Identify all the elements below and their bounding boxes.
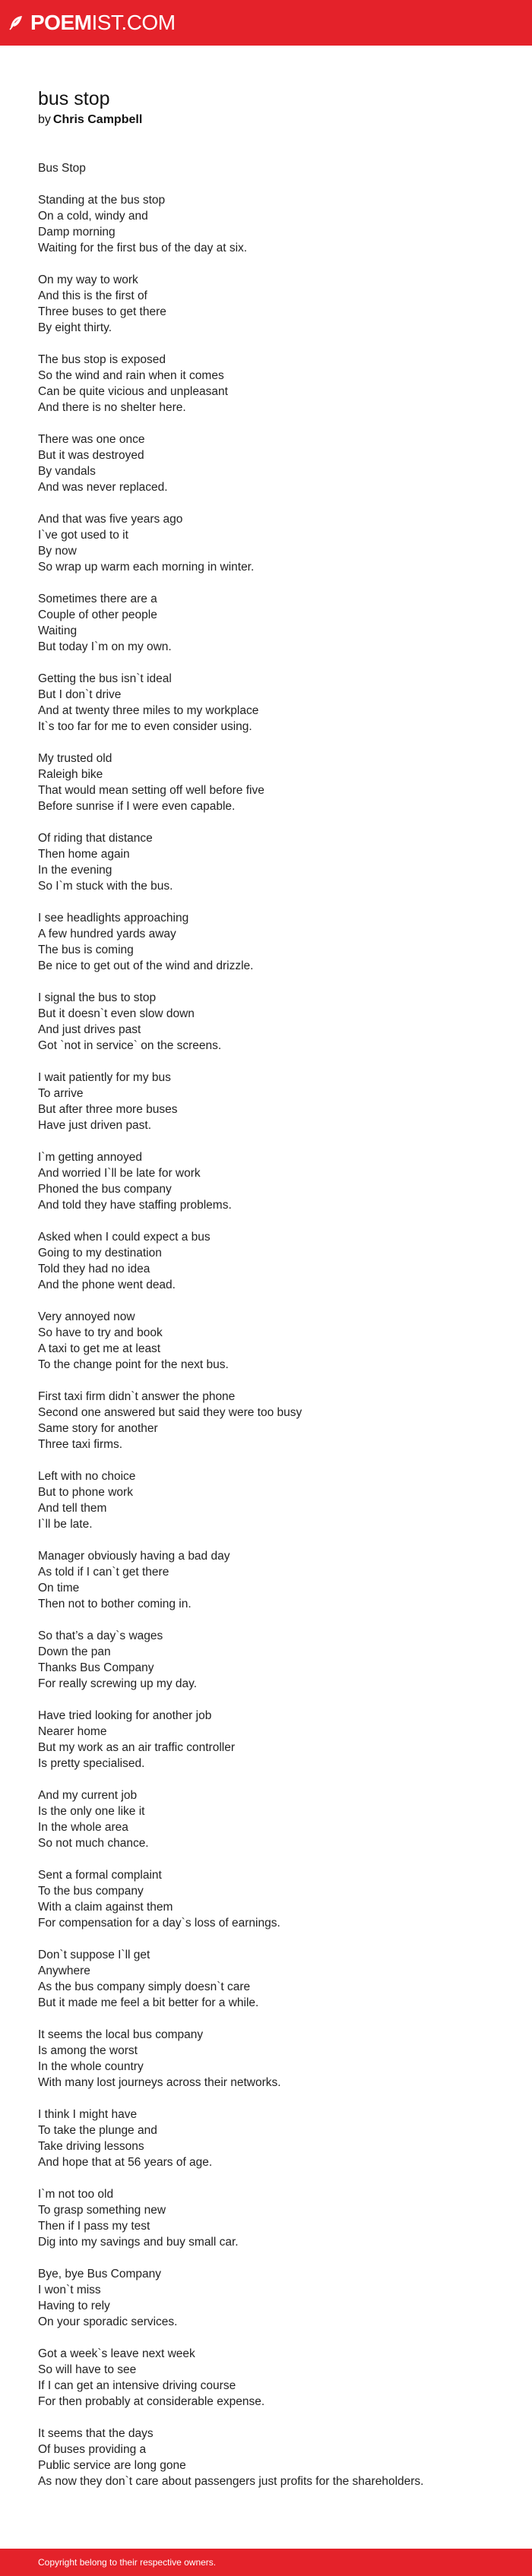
poem-line: By vandals (38, 465, 96, 478)
poem-line: Waiting (38, 624, 78, 637)
poem-line: I wait patiently for my bus (38, 1071, 171, 1084)
stanza-break (38, 495, 494, 511)
poem-line: Left with no choice (38, 1470, 136, 1483)
stanza-break (38, 974, 494, 990)
poem-line: For then probably at considerable expense. (38, 2395, 265, 2408)
poem-line: Is the only one like it (38, 1805, 145, 1818)
poem-line: Public service are long gone (38, 2459, 186, 2472)
poem-line: With a claim against them (38, 1901, 173, 1914)
stanza-break (38, 1293, 494, 1309)
stanza-break (38, 2330, 494, 2346)
poem-line: And my current job (38, 1789, 138, 1802)
poem-line: And this is the first of (38, 289, 147, 302)
poem-line: Sometimes there are a (38, 593, 157, 605)
poem-line: Phoned the bus company (38, 1183, 172, 1196)
poem-line: On time (38, 1582, 80, 1595)
poem-line: On your sporadic services. (38, 2315, 178, 2328)
poem-line: I`ve got used to it (38, 529, 128, 542)
poem-line: So will have to see (38, 2363, 137, 2376)
poem-line: For really screwing up my day. (38, 1677, 198, 1690)
poem-line: By eight thirty. (38, 321, 112, 334)
poem-line: Manager obviously having a bad day (38, 1550, 230, 1563)
poem-line: So I`m stuck with the bus. (38, 880, 173, 893)
stanza-break (38, 416, 494, 431)
logo-text-bold: POEM (30, 11, 92, 34)
poem-line: To take the plunge and (38, 2124, 157, 2137)
stanza-break (38, 655, 494, 671)
stanza-break (38, 735, 494, 751)
poem-body (38, 160, 494, 2489)
poem-line: Told they had no idea (38, 1263, 150, 1275)
poem-line: Same story for another (38, 1422, 158, 1435)
poem-line: If I can get an intensive driving course (38, 2379, 236, 2392)
stanza-break (38, 1452, 494, 1468)
poem-line: Have just driven past. (38, 1119, 152, 1132)
stanza-break (38, 2410, 494, 2426)
poem-line: For compensation for a day`s loss of earnings. (38, 1917, 280, 1930)
poem-line: Bye, bye Bus Company (38, 2268, 161, 2280)
poem-line: But I don`t drive (38, 688, 122, 701)
poem-line: Is among the worst (38, 2044, 138, 2057)
poem-line: Can be quite vicious and unpleasant (38, 385, 228, 398)
poem-line: I think I might have (38, 2108, 138, 2121)
stanza-break (38, 176, 494, 192)
stanza-break (38, 2170, 494, 2186)
poem-line: To grasp something new (38, 2204, 166, 2217)
poem-line: As told if I can`t get there (38, 1566, 169, 1579)
poem-line: But after three more buses (38, 1103, 178, 1116)
poem-line: A few hundred yards away (38, 928, 176, 940)
poem-line: Don`t suppose I`ll get (38, 1949, 150, 1961)
poem-line: It seems that the days (38, 2427, 154, 2440)
poem-line: I see headlights approaching (38, 912, 189, 925)
stanza-break (38, 1692, 494, 1708)
poem-line: Three taxi firms. (38, 1438, 123, 1451)
poem-line: The bus is coming (38, 943, 134, 956)
stanza-break (38, 256, 494, 272)
poem-line: So not much chance. (38, 1837, 149, 1850)
poem-line: My trusted old (38, 752, 112, 765)
stanza-break (38, 1054, 494, 1070)
stanza-break (38, 814, 494, 830)
poem-line: First taxi firm didn`t answer the phone (38, 1390, 236, 1403)
poem-line: It`s too far for me to even consider using. (38, 720, 252, 733)
poem-line: So have to try and book (38, 1326, 163, 1339)
stanza-break (38, 2011, 494, 2027)
poem-line: But my work as an air traffic controller (38, 1741, 235, 1754)
site-header (0, 0, 532, 46)
poem-line: And worried I`ll be late for work (38, 1167, 201, 1180)
logo-text-light: IST.COM (91, 11, 176, 34)
stanza-break (38, 336, 494, 352)
poem-line: Then if I pass my test (38, 2220, 150, 2233)
feather-icon (8, 14, 24, 31)
poem-line: Sent a formal complaint (38, 1869, 162, 1882)
logo-text (30, 12, 176, 33)
stanza-break (38, 1931, 494, 1947)
poem-line: To the change point for the next bus. (38, 1358, 229, 1371)
poem-line: Be nice to get out of the wind and drizzle. (38, 959, 254, 972)
stanza-break (38, 1851, 494, 1867)
poem-line: And at twenty three miles to my workplace (38, 704, 259, 717)
stanza-break (38, 1532, 494, 1548)
poem-line: Going to my destination (38, 1247, 162, 1260)
poem-line: In the whole area (38, 1821, 128, 1834)
poem-line: I`ll be late. (38, 1518, 93, 1531)
poem-line: Couple of other people (38, 608, 157, 621)
poem-line: Got a week`s leave next week (38, 2347, 195, 2360)
stanza-break (38, 1213, 494, 1229)
poem-line: Second one answered but said they were too busy (38, 1406, 302, 1419)
poem-line: Having to rely (38, 2299, 110, 2312)
poem-line: But it made me feel a bit better for a while. (38, 1996, 259, 2009)
poem-line: Of buses providing a (38, 2443, 147, 2456)
poem-line: Then not to bother coming in. (38, 1598, 192, 1610)
poem-line: And there is no shelter here. (38, 401, 186, 414)
poem-line: As now they don`t care about passengers just profits for the shareholders. (38, 2475, 424, 2488)
stanza-break (38, 2091, 494, 2107)
poem-line: Very annoyed now (38, 1310, 135, 1323)
poem-line: But today I`m on my own. (38, 640, 172, 653)
poem-line: On a cold, windy and (38, 210, 148, 223)
poem-line: To the bus company (38, 1885, 144, 1898)
poem-line: Standing at the bus stop (38, 194, 166, 207)
poem-line: And just drives past (38, 1023, 141, 1036)
poem-line: And the phone went dead. (38, 1279, 176, 1291)
site-logo[interactable] (8, 12, 176, 33)
poem-line: The bus stop is exposed (38, 353, 166, 366)
poem-line: Getting the bus isn`t ideal (38, 672, 172, 685)
poem-line: Before sunrise if I were even capable. (38, 800, 236, 813)
byline (38, 113, 494, 127)
poem-line: Asked when I could expect a bus (38, 1231, 211, 1244)
poem-line: With many lost journeys across their networks. (38, 2076, 281, 2089)
poem-line: I`m getting annoyed (38, 1151, 143, 1164)
poem-line: On my way to work (38, 273, 138, 286)
poem-line: And tell them (38, 1502, 107, 1515)
poem-line: Got `not in service` on the screens. (38, 1039, 222, 1052)
poem-line: Then home again (38, 848, 130, 861)
poem-line: Bus Stop (38, 162, 86, 175)
poem-line: I signal the bus to stop (38, 991, 157, 1004)
author-link[interactable]: Chris Campbell (52, 113, 143, 126)
poem-line: Is pretty specialised. (38, 1757, 145, 1770)
poem-content (0, 46, 532, 2489)
stanza-break (38, 1772, 494, 1787)
poem-line: And hope that at 56 years of age. (38, 2156, 213, 2169)
poem-line: I`m not too old (38, 2188, 114, 2201)
poem-line: But it doesn`t even slow down (38, 1007, 195, 1020)
poem-line: And that was five years ago (38, 513, 183, 526)
stanza-break (38, 1373, 494, 1389)
poem-line: As the bus company simply doesn`t care (38, 1980, 251, 1993)
poem-line: In the evening (38, 864, 112, 877)
poem-line: Waiting for the first bus of the day at six. (38, 242, 248, 254)
poem-line: By now (38, 545, 77, 558)
site-footer (0, 2549, 532, 2576)
poem-line: I won`t miss (38, 2284, 101, 2296)
poem-line: Of riding that distance (38, 832, 153, 845)
poem-line: Thanks Bus Company (38, 1661, 154, 1674)
poem-line: It seems the local bus company (38, 2028, 204, 2041)
poem-line: Three buses to get there (38, 305, 166, 318)
poem-line: Dig into my savings and buy small car. (38, 2236, 239, 2249)
poem-line: Damp morning (38, 226, 116, 239)
stanza-break (38, 575, 494, 591)
poem-line: But to phone work (38, 1486, 133, 1499)
poem-line: Take driving lessons (38, 2140, 144, 2153)
poem-line: A taxi to get me at least (38, 1342, 161, 1355)
poem-line: Raleigh bike (38, 768, 103, 781)
poem-line: And was never replaced. (38, 481, 168, 494)
stanza-break (38, 894, 494, 910)
poem-line: And told they have staffing problems. (38, 1199, 232, 1212)
poem-line: Anywhere (38, 1964, 90, 1977)
by-label: by (38, 113, 51, 126)
poem-line: In the whole country (38, 2060, 144, 2073)
poem-title: bus stop (38, 88, 110, 109)
poem-line: Have tried looking for another job (38, 1709, 212, 1722)
poem-line: That would mean setting off well before five (38, 784, 264, 797)
poem-line: Nearer home (38, 1725, 107, 1738)
poem-line: So that’s a day`s wages (38, 1629, 163, 1642)
poem-line: So wrap up warm each morning in winter. (38, 561, 255, 574)
poem-line: To arrive (38, 1087, 84, 1100)
stanza-break (38, 2250, 494, 2266)
copyright-text: Copyright belong to their respective owners. (38, 2557, 217, 2568)
poem-line: So the wind and rain when it comes (38, 369, 224, 382)
stanza-break (38, 1612, 494, 1628)
poem-line: But it was destroyed (38, 449, 144, 462)
stanza-break (38, 1133, 494, 1149)
poem-line: There was one once (38, 433, 145, 446)
poem-line: Down the pan (38, 1645, 111, 1658)
